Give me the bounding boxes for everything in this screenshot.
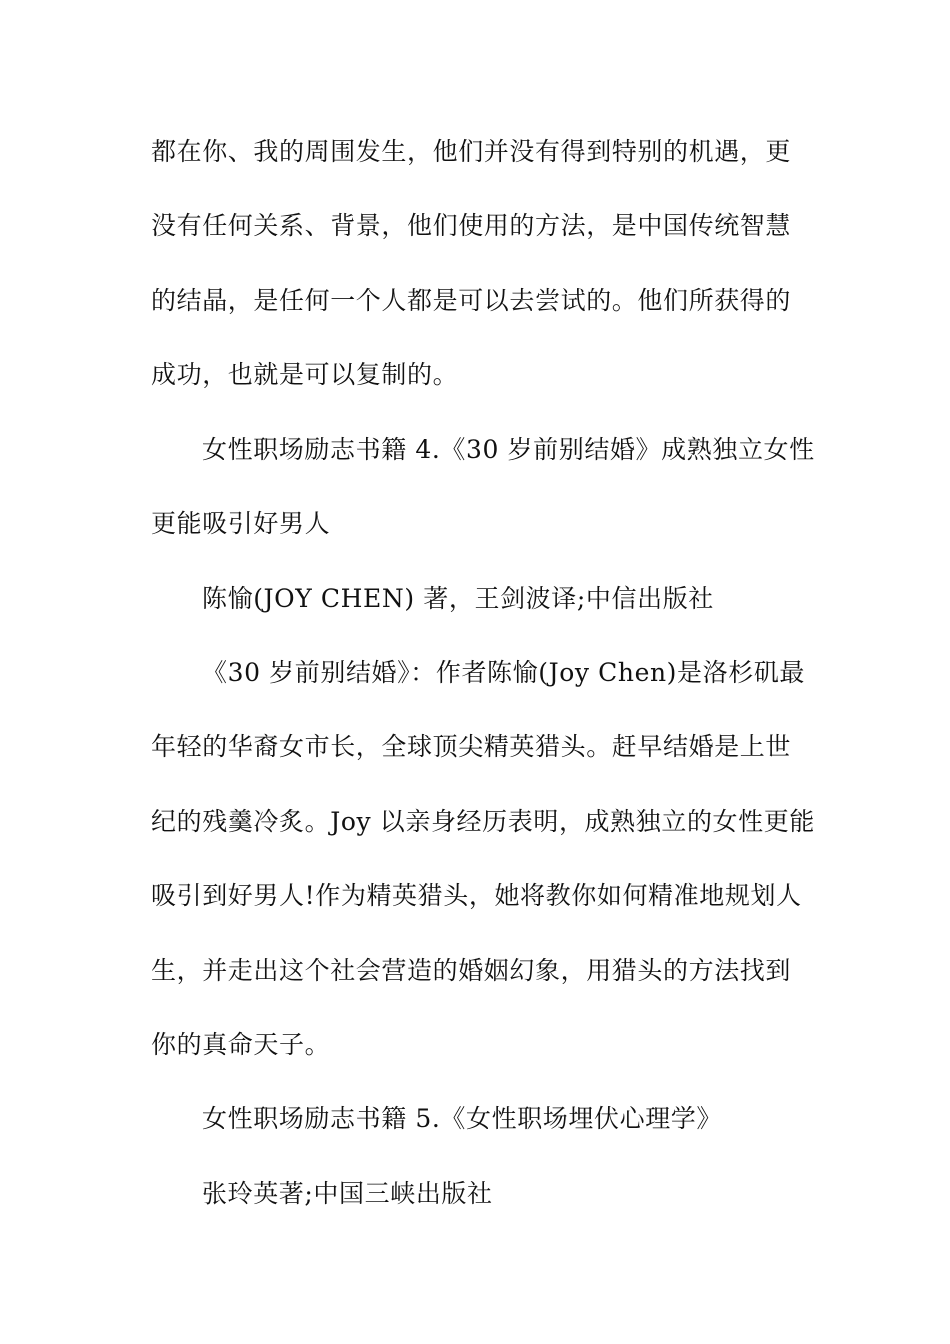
book-author-publisher-4: 陈愉(JOY CHEN) 著，王剑波译;中信出版社	[202, 584, 714, 613]
paragraph-line: 没有任何关系、背景，他们使用的方法，是中国传统智慧	[151, 211, 792, 240]
paragraph-line: 纪的残羹冷炙。Joy 以亲身经历表明，成熟独立的女性更能	[151, 807, 815, 836]
book-heading-4: 女性职场励志书籍 4.《30 岁前别结婚》成熟独立女性	[202, 435, 815, 464]
paragraph-line: 的结晶，是任何一个人都是可以去尝试的。他们所获得的	[151, 286, 792, 315]
book-heading-4-continued: 更能吸引好男人	[151, 509, 331, 538]
book-author-publisher-5: 张玲英著;中国三峡出版社	[202, 1179, 493, 1208]
paragraph-line: 生，并走出这个社会营造的婚姻幻象，用猎头的方法找到	[151, 956, 792, 985]
paragraph-line: 年轻的华裔女市长，全球顶尖精英猎头。赶早结婚是上世	[151, 732, 792, 761]
paragraph-line: 都在你、我的周围发生，他们并没有得到特别的机遇，更	[151, 137, 792, 166]
paragraph-line: 你的真命天子。	[151, 1030, 331, 1059]
paragraph-line: 吸引到好男人!作为精英猎头，她将教你如何精准地规划人	[151, 881, 802, 910]
paragraph-line: 成功，也就是可以复制的。	[151, 360, 459, 389]
paragraph-line: 《30 岁前别结婚》：作者陈愉(Joy Chen)是洛杉矶最	[202, 658, 806, 687]
book-heading-5: 女性职场励志书籍 5.《女性职场埋伏心理学》	[202, 1104, 723, 1133]
